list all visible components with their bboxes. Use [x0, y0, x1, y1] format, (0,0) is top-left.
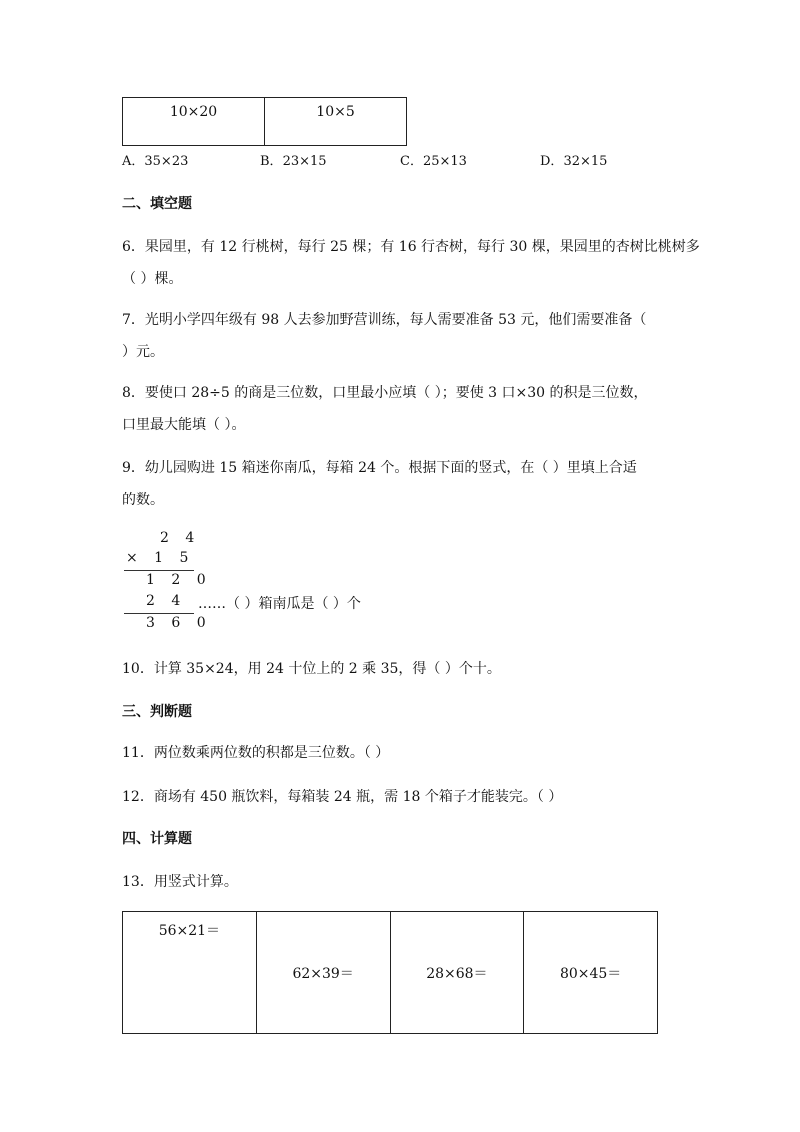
q5-figure-cell-2: 10×5 — [265, 98, 407, 146]
section-title-calculation: 四、计算题 — [122, 831, 192, 847]
option-label: A． — [122, 154, 145, 169]
q11-text: 11．两位数乘两位数的积都是三位数。（ ） — [122, 745, 390, 761]
q5-option-d — [540, 150, 607, 169]
q13-cell-1: 56×21＝ — [123, 912, 257, 1034]
option-value: 23×15 — [282, 154, 327, 169]
q9-vertical-multiplication — [122, 530, 212, 634]
option-value: 35×23 — [144, 154, 189, 169]
q6-line-2: （ ）棵。 — [122, 271, 183, 287]
q8-line-2: 口里最大能填（ ）。 — [122, 417, 246, 433]
option-value: 32×15 — [563, 154, 608, 169]
q5-option-a — [122, 150, 188, 169]
vertical-row-multiplier: × 1 5 — [126, 550, 195, 566]
q13-calculation-table — [122, 911, 658, 1034]
vertical-divider-2 — [124, 613, 194, 614]
q9-line-1: 9．幼儿园购进 15 箱迷你南瓜，每箱 24 个。根据下面的竖式，在（ ）里填上合适 — [122, 460, 637, 476]
q7-line-2: ）元。 — [122, 344, 164, 360]
q12-text: 12．商场有 450 瓶饮料，每箱装 24 瓶，需 18 个箱子才能装完。（ ） — [122, 789, 563, 805]
q13-text: 13．用竖式计算。 — [122, 874, 238, 890]
option-label: C． — [400, 154, 423, 169]
q13-cell-4: 80×45＝ — [524, 912, 658, 1034]
q9-vertical-annotation: ……（ ）箱南瓜是（ ）个 — [198, 596, 361, 612]
vertical-row-partial-2: 2 4 — [146, 593, 187, 609]
vertical-row-multiplicand: 2 4 — [160, 530, 201, 546]
section-title-true-false: 三、判断题 — [122, 704, 192, 720]
option-value: 25×13 — [422, 154, 467, 169]
option-label: D． — [540, 154, 564, 169]
vertical-divider-1 — [124, 570, 194, 571]
q5-figure-table — [122, 97, 407, 146]
q10-text: 10．计算 35×24，用 24 十位上的 2 乘 35，得（ ）个十。 — [122, 661, 501, 677]
section-title-fill-in: 二、填空题 — [122, 196, 192, 212]
q13-cell-2: 62×39＝ — [256, 912, 390, 1034]
option-label: B． — [260, 154, 283, 169]
q5-option-b — [260, 150, 327, 169]
q5-figure-cell-1: 10×20 — [123, 98, 265, 146]
vertical-row-product: 3 6 0 — [146, 615, 212, 631]
q8-line-1: 8．要使口 28÷5 的商是三位数，口里最小应填（ ）；要使 3 口×30 的积是三位数， — [122, 385, 648, 401]
q6-line-1: 6．果园里，有 12 行桃树，每行 25 棵；有 16 行杏树，每行 30 棵，果园里的杏树比桃树多 — [122, 239, 700, 255]
q9-line-2: 的数。 — [122, 492, 164, 508]
q5-option-c — [400, 150, 467, 169]
vertical-row-partial-1: 1 2 0 — [146, 572, 212, 588]
q13-cell-3: 28×68＝ — [390, 912, 524, 1034]
q7-line-1: 7．光明小学四年级有 98 人去参加野营训练，每人需要准备 53 元，他们需要准备（ — [122, 312, 647, 328]
